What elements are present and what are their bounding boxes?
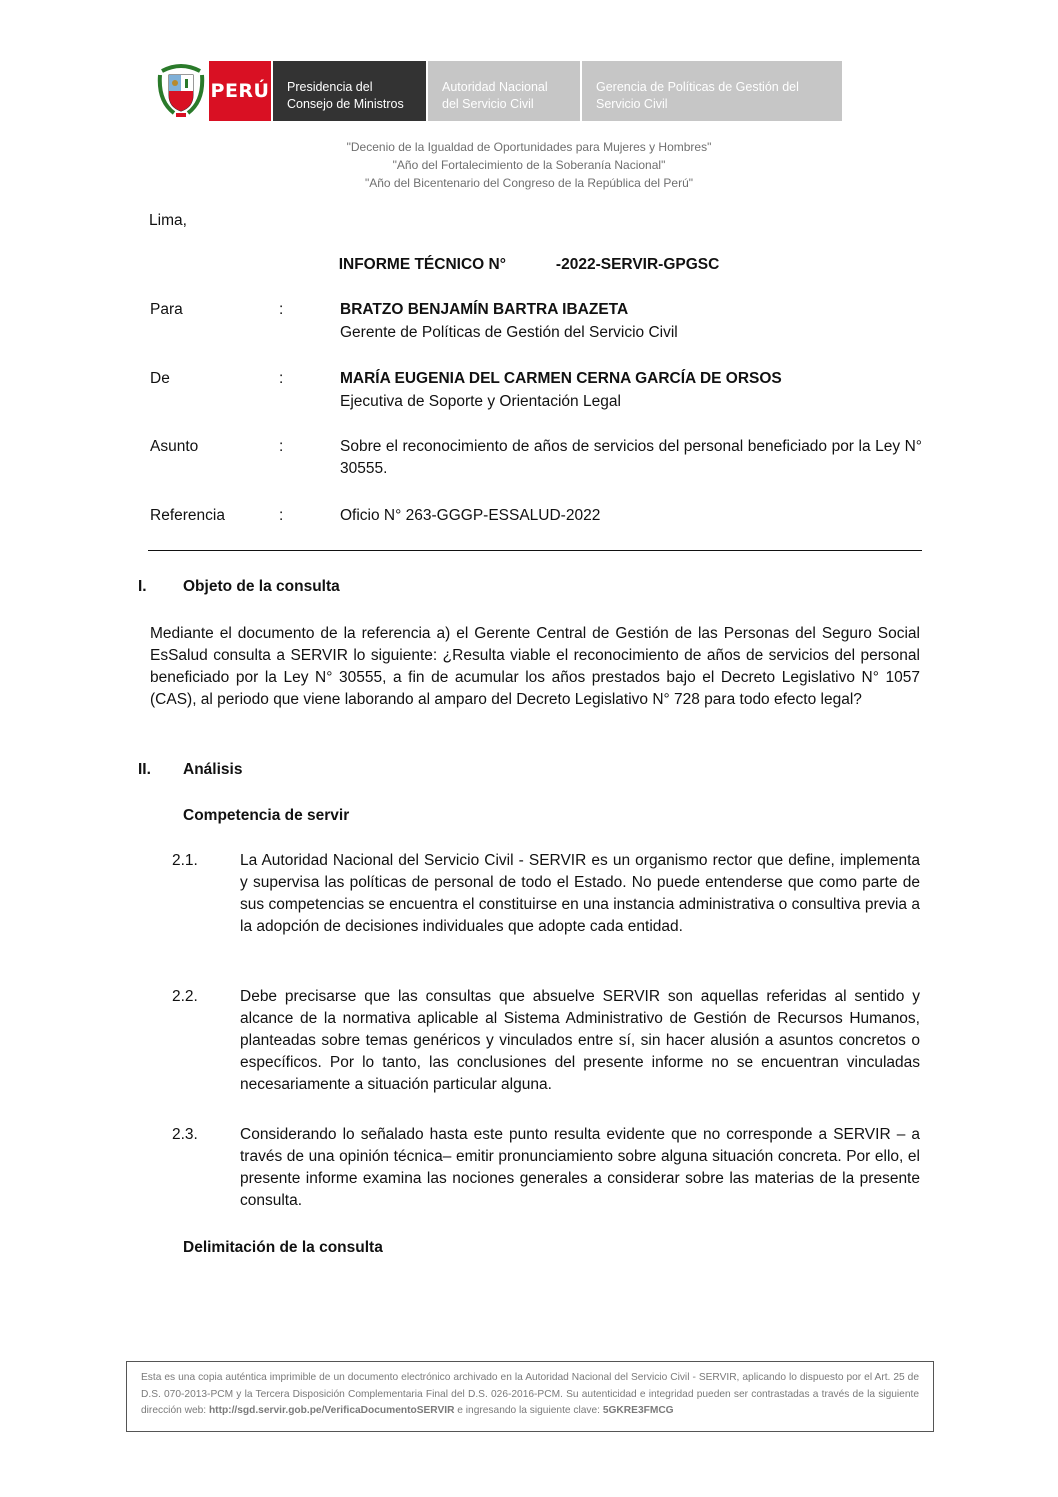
authenticity-footer — [126, 1361, 934, 1432]
asunto-text: Sobre el reconocimiento de años de servicios del personal beneficiado por la Ley N° 30555. — [340, 438, 922, 477]
item-paragraph: Considerando lo señalado hasta este punto resulta evidente que no corresponde a SERVIR – a través de una opinión técnica– emitir pronunciamiento sobre alguna situación concreta. Por ello, el presente informe examina las nociones generales a considerar sobre las materias de la presente consulta. — [240, 1126, 920, 1209]
para-role: Gerente de Políticas de Gestión del Servicio Civil — [340, 324, 678, 341]
institution-header — [156, 61, 842, 121]
referencia-colon: : — [279, 507, 284, 524]
para-colon: : — [279, 301, 284, 318]
subsection-competencia-title: Competencia de servir — [183, 807, 350, 824]
item-paragraph: La Autoridad Nacional del Servicio Civil - SERVIR es un organismo rector que define, implementa y supervisa las políticas de personal de todo el Estado. No puede entenderse que como parte de sus competencias se encuentra el constituirse en una instancia administrativa o consultiva previa a la adopción de decisiones individuales que adopte cada entidad. — [240, 852, 920, 935]
header-box-servir — [428, 61, 580, 121]
asunto-label: Asunto — [150, 438, 199, 455]
section-1-title: Objeto de la consulta — [183, 578, 340, 595]
official-mottos — [0, 138, 1058, 192]
de-colon: : — [279, 370, 284, 387]
item-number: 2.2. — [172, 988, 198, 1005]
header-box-gerencia-line2: Servicio Civil — [596, 97, 668, 111]
header-box-pcm-line2: Consejo de Ministros — [287, 97, 404, 111]
header-box-servir-line1: Autoridad Nacional — [442, 80, 548, 94]
referencia-label: Referencia — [150, 507, 225, 524]
motto-line: "Decenio de la Igualdad de Oportunidades para Mujeres y Hombres" — [346, 140, 712, 154]
header-divider — [148, 550, 922, 551]
section-1-paragraph: Mediante el documento de la referencia a) el Gerente Central de Gestión de las Personas del Seguro Social EsSalud consulta a SERVIR lo siguiente: ¿Resulta viable el reconocimiento de años de servicios del personal beneficiado por la Ley N° 30555, a fin de acumular los años prestados bajo el Decreto Legislativo N° 1057 (CAS), al periodo que viene laborando al amparo del Decreto Legislativo N° 728 para todo efecto legal? — [150, 625, 920, 708]
para-name: BRATZO BENJAMÍN BARTRA IBAZETA — [340, 301, 629, 318]
header-box-pcm-line1: Presidencia del — [287, 80, 373, 94]
item-paragraph: Debe precisarse que las consultas que absuelve SERVIR son aquellas referidas al sentido y alcance de la normativa aplicable al Sistema Administrativo de Gestión de Recursos Humanos, planteadas sobre temas genéricos y vinculados entre sí, sin hacer alusión a asuntos concretos o específicos. Por lo tanto, las conclusiones del presente informe no se encuentran vinculadas necesariamente a situación particular alguna. — [240, 988, 920, 1093]
report-title — [0, 256, 1058, 274]
asunto-colon: : — [279, 438, 284, 455]
item-number: 2.1. — [172, 852, 198, 869]
footer-text-2: e ingresando la siguiente clave: — [454, 1405, 603, 1416]
report-title-left: INFORME TÉCNICO N° — [338, 256, 506, 273]
report-title-right: -2022-SERVIR-GPGSC — [555, 256, 720, 273]
peru-brand-badge: PERÚ — [209, 61, 271, 121]
header-box-gerencia — [582, 61, 842, 121]
header-box-servir-line2: del Servicio Civil — [442, 97, 534, 111]
section-1-number: I. — [138, 578, 147, 595]
coat-of-arms-icon — [156, 61, 206, 121]
de-label: De — [150, 370, 170, 387]
subsection-delimitacion-title: Delimitación de la consulta — [183, 1239, 383, 1256]
verification-key: 5GKRE3FMCG — [602, 1405, 674, 1416]
de-role: Ejecutiva de Soporte y Orientación Legal — [340, 393, 621, 410]
verification-url-link[interactable]: http://sgd.servir.gob.pe/VerificaDocumentoSERVIR — [208, 1405, 455, 1416]
section-2-title: Análisis — [183, 761, 243, 778]
city-date-line: Lima, — [149, 212, 187, 229]
motto-line: "Año del Bicentenario del Congreso de la República del Perú" — [364, 176, 694, 190]
motto-line: "Año del Fortalecimiento de la Soberanía Nacional" — [392, 158, 666, 172]
footer-text: Esta es una copia auténtica imprimible de un documento electrónico archivado en la Autoridad Nacional del Servicio Civil - SERVIR, aplicando lo dispuesto por el Art. 25 de D.S. 070-2013-PCM y la Tercera Disposición Complementaria Final del D.S. 026-2016-PCM. Su autenticidad e integridad pueden ser contrastadas a través de la siguiente dirección web: — [141, 1372, 919, 1416]
para-label: Para — [150, 301, 183, 318]
section-2-number: II. — [138, 761, 151, 778]
header-box-gerencia-line1: Gerencia de Políticas de Gestión del — [596, 80, 799, 94]
de-name: MARÍA EUGENIA DEL CARMEN CERNA GARCÍA DE ORSOS — [340, 370, 782, 387]
referencia-text: Oficio N° 263-GGGP-ESSALUD-2022 — [340, 507, 601, 524]
header-box-pcm — [273, 61, 426, 121]
item-number: 2.3. — [172, 1126, 198, 1143]
